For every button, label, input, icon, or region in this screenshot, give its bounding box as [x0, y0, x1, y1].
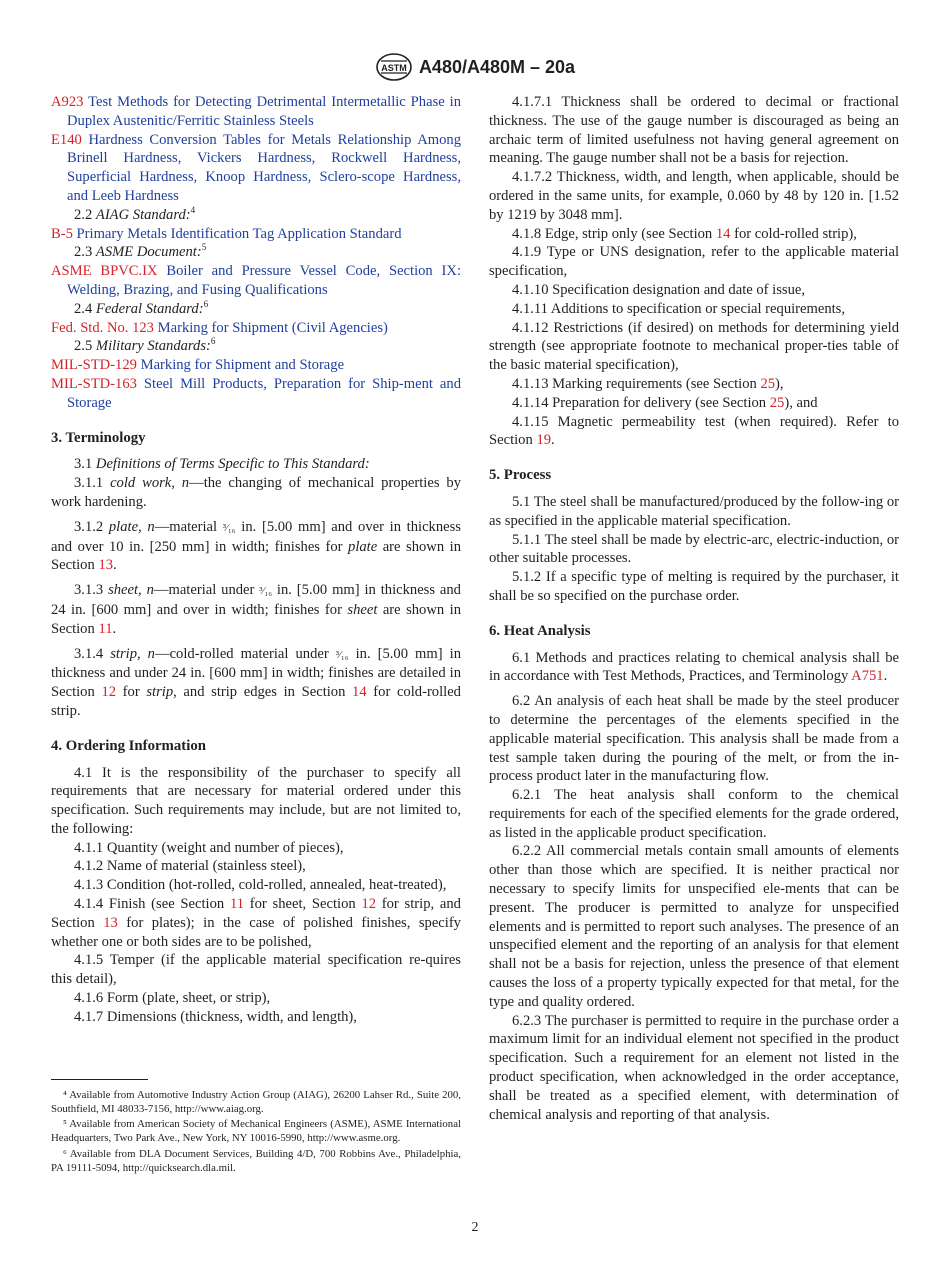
section-link[interactable]: 25 — [769, 394, 785, 411]
section-link[interactable]: 25 — [760, 375, 776, 392]
astm-logo-icon — [375, 52, 413, 82]
reference-e140 — [51, 131, 461, 206]
paragraph-4-1-1: 4.1.1 Quantity (weight and number of pieces), — [74, 839, 344, 856]
paragraph-3-1: 3.1 Definitions of Terms Specific to This Standard: — [74, 456, 370, 473]
paragraph-6-2-1: 6.2.1 The heat analysis shall conform to the chemical requirements for each of the specified elements for the grade ordered, as listed in the applicable product specification. — [489, 787, 899, 841]
paragraph-4-1-13: 4.1.13 Marking requirements (see Section 25), — [512, 375, 784, 392]
paragraph-5-1: 5.1 The steel shall be manufactured/produced by the follow-ing or as specified in the applicable material specification. — [489, 493, 899, 529]
paragraph-4-1-4: 4.1.4 Finish (see Section 11 for sheet, Section 12 for strip, and Section 13 for plates); in the case of polished finishes, specify whether one or both sides are to be polished, — [51, 896, 461, 950]
page-header — [0, 52, 950, 82]
ref-code-link[interactable]: Fed. Std. No. 123 — [51, 319, 154, 336]
footnote-divider — [51, 1079, 148, 1080]
paragraph-4-1-2: 4.1.2 Name of material (stainless steel), — [74, 858, 306, 875]
section-link[interactable]: 12 — [101, 684, 117, 701]
section-link[interactable]: 11 — [229, 896, 245, 913]
footnotes — [51, 1089, 461, 1177]
paragraph-3-1-3: 3.1.3 sheet, n—material under ³⁄₁₆ in. [5.00 mm] in thickness and 24 in. [600 mm] and over in width; finishes for sheet are shown in Section 11. — [51, 582, 461, 637]
paragraph-4-1-9: 4.1.9 Type or UNS designation, refer to the applicable material specification, — [489, 244, 899, 280]
paragraph-4-1-15: 4.1.15 Magnetic permeability test (when required). Refer to Section 19. — [489, 413, 899, 449]
standard-link-a751[interactable]: A751 — [851, 668, 884, 685]
footnote-6: ⁶ Available from DLA Document Services, Building 4/D, 700 Robbins Ave., Philadelphia, PA 19111-5094, http://quicksearch.dla.mil. — [51, 1147, 461, 1174]
paragraph-3-1-2: 3.1.2 plate, n—material ³⁄₁₆ in. [5.00 mm] and over in thickness and over 10 in. [250 mm] in width; finishes for plate are shown in Section 13. — [51, 518, 461, 574]
paragraph-5-1-2: 5.1.2 If a specific type of melting is required by the purchaser, it shall be so specified on the purchase order. — [489, 569, 899, 604]
paragraph-6-2: 6.2 An analysis of each heat shall be made by the steel producer to determine the percentages of the elements specified in the applicable material specification. This analysis shall be made from a test sample taken during the pouring of the melt, or from the in-process product later in the manufacturing flow. — [489, 693, 899, 785]
paragraph-4-1-6: 4.1.6 Form (plate, sheet, or strip), — [74, 990, 271, 1007]
paragraph-4-1-5: 4.1.5 Temper (if the applicable material specification re-quires this detail), — [51, 952, 461, 988]
footnote-ref[interactable]: 6 — [203, 298, 209, 309]
paragraph-3-1-4: 3.1.4 strip, n—cold-rolled material under ³⁄₁₆ in. [5.00 mm] in thickness and under 24 in. [600 mm] in width; finishes are detailed in Section 12 for strip, and strip edges in Section 14 for cold-rolled strip. — [51, 645, 462, 719]
reference-fed-std — [51, 319, 461, 338]
subsection-2-5: 2.5 Military Standards:$^6$ — [74, 336, 216, 355]
ref-title-link[interactable]: Test Methods for Detecting Detrimental Intermetallic Phase in Duplex Austenitic/Ferritic Stainless Steels — [67, 94, 461, 129]
ref-code-link[interactable]: MIL-STD-163 — [51, 375, 137, 392]
ref-title-link[interactable]: Boiler and Pressure Vessel Code, Section IX: Welding, Brazing, and Fusing Qualifications — [67, 263, 461, 298]
paragraph-4-1-3: 4.1.3 Condition (hot-rolled, cold-rolled, annealed, heat-treated), — [74, 877, 447, 894]
ref-title-link[interactable]: Steel Mill Products, Preparation for Ship-ment and Storage — [67, 375, 461, 411]
paragraph-4-1-8: 4.1.8 Edge, strip only (see Section 14 for cold-rolled strip), — [512, 225, 857, 242]
ref-code-link[interactable]: A923 — [51, 94, 84, 110]
paragraph-4-1-10: 4.1.10 Specification designation and date of issue, — [512, 281, 806, 298]
paragraph-6-1: 6.1 Methods and practices relating to chemical analysis shall be in accordance with Test Methods, Practices, and Terminology A751. — [489, 649, 899, 685]
ref-code-link[interactable]: B-5 — [51, 225, 73, 242]
right-column — [489, 93, 899, 1124]
ref-title-link[interactable]: Primary Metals Identification Tag Application Standard — [76, 225, 402, 242]
footnote-5: ⁵ Available from American Society of Mechanical Engineers (ASME), ASME International Headquarters, Two Park Ave., New York, NY 10016-5990, http://www.asme.org. — [51, 1118, 461, 1145]
ref-code-link[interactable]: ASME BPVC.IX — [51, 263, 158, 280]
section-link[interactable]: 13 — [103, 914, 118, 931]
section-link[interactable]: 14 — [715, 225, 731, 242]
section-heading-ordering-information: 4. Ordering Information — [51, 737, 206, 754]
section-link[interactable]: 12 — [361, 896, 377, 913]
section-link[interactable]: 19 — [536, 432, 552, 449]
ref-title-link[interactable]: Marking for Shipment and Storage — [140, 357, 345, 374]
paragraph-4-1-11: 4.1.11 Additions to specification or special requirements, — [512, 300, 846, 317]
ref-code-link[interactable]: MIL-STD-129 — [51, 357, 137, 374]
section-link[interactable]: 14 — [352, 684, 367, 701]
reference-b5 — [51, 225, 461, 244]
footnote-ref[interactable]: 5 — [201, 242, 207, 253]
footnote-4: ⁴ Available from Automotive Industry Action Group (AIAG), 26200 Lahser Rd., Suite 200, Southfield, MI 48033-7156, http://www.aiag.org. — [51, 1089, 461, 1115]
reference-a923 — [51, 93, 461, 131]
paragraph-6-2-3: 6.2.3 The purchaser is permitted to require in the purchase order a maximum limit for an individual element not specified in the product specification. Such a requirement for an element not listed in the product specification, when acknowledged in the order acceptance, shall be treated as a specified element, with determination of chemical analysis and reporting of that analysis. — [489, 1012, 899, 1123]
paragraph-4-1-7-2: 4.1.7.2 Thickness, width, and length, when applicable, should be ordered in the same units, for example, 0.060 by 48 by 120 in. [1.52 by 1219 by 3048 mm]. — [489, 169, 899, 223]
page-number: 2 — [471, 1220, 479, 1235]
footnote-ref[interactable]: 6 — [210, 336, 216, 347]
reference-asme — [51, 262, 461, 300]
svg-text:ASTM: ASTM — [381, 63, 407, 73]
section-heading-terminology: 3. Terminology — [51, 429, 146, 446]
reference-mil-std-163 — [51, 375, 461, 413]
footnote-ref[interactable]: 4 — [190, 204, 196, 215]
paragraph-3-1-1: 3.1.1 cold work, n—the changing of mechanical properties by work hardening. — [51, 475, 461, 510]
paragraph-4-1-12: 4.1.12 Restrictions (if desired) on methods for determining yield strength (see appropriate footnote to mechanical proper-ties table of the basic material specification), — [489, 319, 899, 374]
ref-title-link[interactable]: Marking for Shipment (Civil Agencies) — [157, 319, 388, 336]
subsection-2-2: 2.2 AIAG Standard:$^4$ — [74, 204, 196, 223]
section-heading-heat-analysis: 6. Heat Analysis — [489, 622, 591, 639]
subsection-2-4: 2.4 Federal Standard:$^6$ — [74, 298, 209, 317]
section-heading-process: 5. Process — [489, 467, 552, 484]
section-link[interactable]: 11 — [98, 620, 113, 637]
paragraph-6-2-2: 6.2.2 All commercial metals contain small amounts of elements other than those which are specified. It is neither practical nor necessary to specify limits for unspecified ele-ments that can be present. The producer is permitted to analyze for unspecified elements and is permitted to report such analyses. The presence of an unspecified element and the reporting of an analysis for that element shall not be a basis for rejection, unless the presence of that element causes the loss of a property typically expected for that metal, for the type and quality ordered. — [489, 843, 899, 1010]
ref-code-link[interactable]: E140 — [51, 131, 82, 148]
paragraph-5-1-1: 5.1.1 The steel shall be made by electric-arc, electric-induction, or other suitable processes. — [489, 531, 899, 567]
paragraph-4-1-14: 4.1.14 Preparation for delivery (see Section 25), and — [512, 394, 818, 411]
paragraph-4-1-7: 4.1.7 Dimensions (thickness, width, and length), — [74, 1008, 357, 1025]
section-link[interactable]: 13 — [98, 557, 114, 574]
paragraph-4-1-7-1: 4.1.7.1 Thickness shall be ordered to decimal or fractional thickness. The use of the gauge number is discouraged as being an archaic term of limited usefulness not having general agreement on meaning. The gauge number shall not be a basis for rejection. — [489, 94, 899, 167]
ref-title-link[interactable]: Hardness Conversion Tables for Metals Relationship Among Brinell Hardness, Vickers Hardness, Rockwell Hardness, Superficial Hardness, Knoop Hardness, Sclero-scope Hardness, and Leeb Hardness — [67, 131, 461, 204]
reference-mil-std-129 — [51, 356, 461, 375]
paragraph-4-1: 4.1 It is the responsibility of the purchaser to specify all requirements that are necessary for material ordered under this specification. Such requirements may include, but are not limited to, the following: — [51, 764, 461, 837]
subsection-2-3: 2.3 ASME Document:$^5$ — [74, 242, 207, 261]
left-column — [51, 93, 461, 1027]
document-designation: A480/A480M – 20a — [418, 56, 576, 77]
